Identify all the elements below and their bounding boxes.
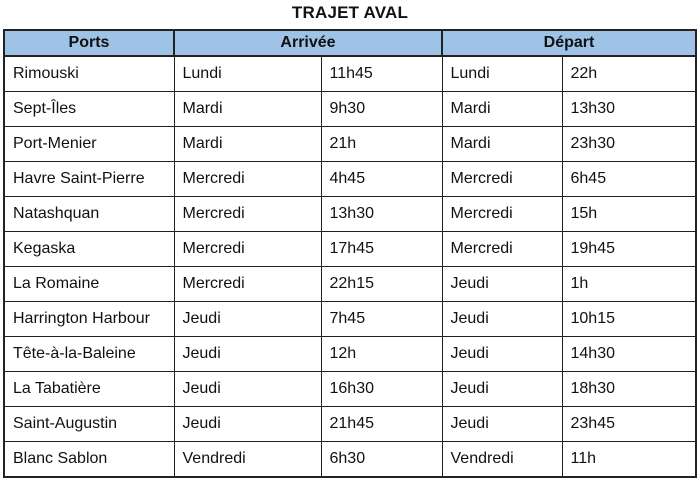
departure-time-cell: 22h	[562, 56, 696, 92]
table-row	[4, 127, 696, 162]
table-row	[4, 197, 696, 232]
arrival-day-cell: Lundi	[174, 56, 321, 92]
table-row	[4, 302, 696, 337]
departure-day-cell: Jeudi	[442, 407, 562, 442]
arrival-time-cell: 21h45	[321, 407, 442, 442]
arrival-time-cell: 21h	[321, 127, 442, 162]
departure-day-cell: Jeudi	[442, 337, 562, 372]
port-cell: La Tabatière	[4, 372, 174, 407]
table-row	[4, 407, 696, 442]
departure-time-cell: 18h30	[562, 372, 696, 407]
departure-time-cell: 14h30	[562, 337, 696, 372]
departure-day-cell: Mercredi	[442, 162, 562, 197]
schedule-table	[3, 29, 697, 478]
header-arrival: Arrivée	[174, 30, 442, 56]
port-cell: Port-Menier	[4, 127, 174, 162]
departure-time-cell: 6h45	[562, 162, 696, 197]
arrival-time-cell: 22h15	[321, 267, 442, 302]
arrival-time-cell: 4h45	[321, 162, 442, 197]
arrival-time-cell: 7h45	[321, 302, 442, 337]
arrival-day-cell: Mercredi	[174, 197, 321, 232]
arrival-time-cell: 16h30	[321, 372, 442, 407]
arrival-time-cell: 9h30	[321, 92, 442, 127]
table-row	[4, 337, 696, 372]
departure-time-cell: 13h30	[562, 92, 696, 127]
departure-day-cell: Jeudi	[442, 267, 562, 302]
arrival-day-cell: Jeudi	[174, 407, 321, 442]
departure-time-cell: 15h	[562, 197, 696, 232]
port-cell: Kegaska	[4, 232, 174, 267]
arrival-time-cell: 17h45	[321, 232, 442, 267]
port-cell: Harrington Harbour	[4, 302, 174, 337]
arrival-time-cell: 12h	[321, 337, 442, 372]
departure-day-cell: Mercredi	[442, 197, 562, 232]
arrival-day-cell: Jeudi	[174, 372, 321, 407]
header-departure: Départ	[442, 30, 696, 56]
departure-day-cell: Jeudi	[442, 302, 562, 337]
table-row	[4, 267, 696, 302]
arrival-day-cell: Mercredi	[174, 267, 321, 302]
port-cell: Saint-Augustin	[4, 407, 174, 442]
port-cell: Blanc Sablon	[4, 442, 174, 478]
arrival-day-cell: Mardi	[174, 92, 321, 127]
departure-day-cell: Lundi	[442, 56, 562, 92]
arrival-day-cell: Mercredi	[174, 232, 321, 267]
departure-day-cell: Vendredi	[442, 442, 562, 478]
arrival-day-cell: Mardi	[174, 127, 321, 162]
header-ports: Ports	[4, 30, 174, 56]
port-cell: La Romaine	[4, 267, 174, 302]
departure-day-cell: Mardi	[442, 127, 562, 162]
arrival-day-cell: Vendredi	[174, 442, 321, 478]
arrival-time-cell: 11h45	[321, 56, 442, 92]
table-row	[4, 92, 696, 127]
port-cell: Natashquan	[4, 197, 174, 232]
header-row	[4, 30, 696, 56]
port-cell: Sept-Îles	[4, 92, 174, 127]
port-cell: Rimouski	[4, 56, 174, 92]
departure-time-cell: 11h	[562, 442, 696, 478]
page-title: TRAJET AVAL	[291, 3, 409, 22]
table-row	[4, 232, 696, 267]
table-body	[4, 56, 696, 477]
arrival-time-cell: 13h30	[321, 197, 442, 232]
table-row	[4, 442, 696, 478]
departure-day-cell: Mercredi	[442, 232, 562, 267]
port-cell: Tête-à-la-Baleine	[4, 337, 174, 372]
departure-day-cell: Mardi	[442, 92, 562, 127]
arrival-day-cell: Jeudi	[174, 302, 321, 337]
departure-time-cell: 19h45	[562, 232, 696, 267]
departure-time-cell: 23h30	[562, 127, 696, 162]
departure-time-cell: 10h15	[562, 302, 696, 337]
table-row	[4, 56, 696, 92]
port-cell: Havre Saint-Pierre	[4, 162, 174, 197]
departure-time-cell: 23h45	[562, 407, 696, 442]
arrival-day-cell: Jeudi	[174, 337, 321, 372]
table-row	[4, 372, 696, 407]
arrival-day-cell: Mercredi	[174, 162, 321, 197]
arrival-time-cell: 6h30	[321, 442, 442, 478]
departure-day-cell: Jeudi	[442, 372, 562, 407]
table-row	[4, 162, 696, 197]
departure-time-cell: 1h	[562, 267, 696, 302]
